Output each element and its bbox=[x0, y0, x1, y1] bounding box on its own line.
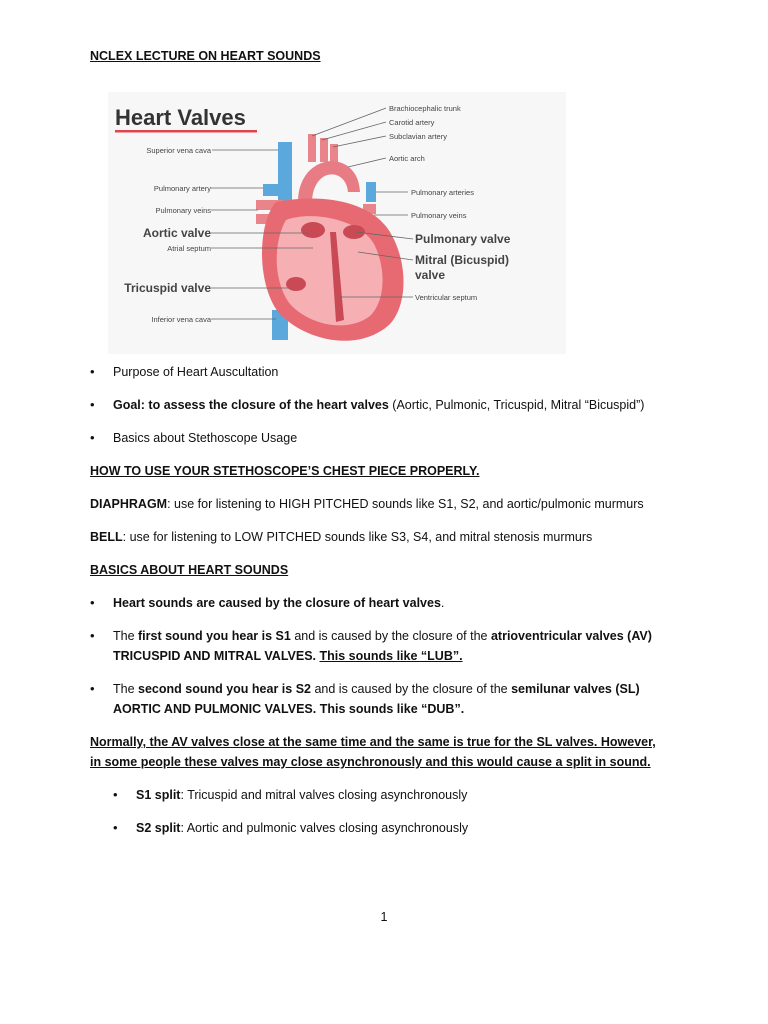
bell-text: : use for listening to LOW PITCHED sounds like S3, S4, and mitral stenosis murmurs bbox=[122, 530, 593, 544]
aortic-valve-shape bbox=[301, 222, 325, 238]
bell-label: BELL bbox=[90, 530, 123, 544]
bullet-purpose: Purpose of Heart Auscultation bbox=[113, 365, 279, 379]
label-ventricular-septum: Ventricular septum bbox=[415, 293, 478, 302]
goal-bold-text: Goal: to assess the closure of the heart valves bbox=[113, 398, 389, 412]
s1-text-d: atrioventricular valves (AV) TRICUSPID AND MITRAL VALVES. bbox=[113, 629, 652, 663]
bullet-glyph: • bbox=[113, 787, 118, 802]
mitral-valve-shape bbox=[343, 225, 365, 239]
heart-valves-figure bbox=[108, 92, 566, 354]
label-atrial-septum: Atrial septum bbox=[167, 244, 211, 253]
arch-branches-shape bbox=[308, 134, 338, 164]
label-aortic-valve: Aortic valve bbox=[142, 226, 211, 240]
figure-heading-underline bbox=[115, 130, 257, 133]
s2-text-d: semilunar valves (SL) AORTIC AND PULMONIC VALVES. This sounds like “DUB”. bbox=[113, 682, 640, 716]
diaphragm-text: : use for listening to HIGH PITCHED sounds like S1, S2, and aortic/pulmonic murmurs bbox=[167, 497, 644, 511]
pulmonary-artery-left-shape bbox=[263, 184, 288, 196]
label-tricuspid-valve: Tricuspid valve bbox=[124, 281, 211, 295]
label-pulmonary-valve: Pulmonary valve bbox=[415, 232, 511, 246]
bullet-stethoscope-basics: Basics about Stethoscope Usage bbox=[113, 431, 298, 445]
diaphragm-line bbox=[90, 494, 644, 514]
pulmonary-artery-right-shape bbox=[366, 182, 376, 202]
bullet-glyph: • bbox=[90, 430, 95, 445]
page-title: NCLEX LECTURE ON HEART SOUNDS bbox=[90, 49, 321, 63]
label-superior-vena-cava: Superior vena cava bbox=[146, 146, 211, 155]
diaphragm-label: DIAPHRAGM bbox=[90, 497, 168, 511]
label-brachiocephalic-trunk: Brachiocephalic trunk bbox=[389, 104, 461, 113]
bullet-goal bbox=[113, 395, 673, 415]
bullet-s2-split bbox=[136, 818, 696, 838]
tricuspid-valve-shape bbox=[286, 277, 306, 291]
bullet-glyph: • bbox=[113, 820, 118, 835]
label-mitral-valve-line1: Mitral (Bicuspid) bbox=[415, 253, 510, 267]
cause-bold-text: Heart sounds are caused by the closure of heart valves bbox=[113, 596, 441, 610]
s2-text-b: second sound you hear is S2 bbox=[138, 682, 311, 696]
cause-end-text: . bbox=[440, 596, 445, 610]
label-pulmonary-veins-right: Pulmonary veins bbox=[411, 211, 467, 220]
bullet-s1-split bbox=[136, 785, 696, 805]
s1-text-c: and is caused by the closure of the bbox=[290, 629, 491, 643]
s2-split-label: S2 split bbox=[136, 821, 181, 835]
label-mitral-valve-line2: valve bbox=[415, 268, 446, 282]
figure-heading: Heart Valves bbox=[115, 105, 246, 130]
bell-line bbox=[90, 527, 592, 547]
s2-text-a: The bbox=[113, 682, 139, 696]
bullet-glyph: • bbox=[90, 397, 95, 412]
s1-split-label: S1 split bbox=[136, 788, 181, 802]
goal-rest-text: (Aortic, Pulmonic, Tricuspid, Mitral “Bicuspid”) bbox=[388, 398, 645, 412]
s1-split-text: : Tricuspid and mitral valves closing asynchronously bbox=[180, 788, 468, 802]
label-inferior-vena-cava: Inferior vena cava bbox=[151, 315, 211, 324]
label-subclavian-artery: Subclavian artery bbox=[389, 132, 447, 141]
s2-text-c: and is caused by the closure of the bbox=[310, 682, 512, 696]
label-aortic-arch: Aortic arch bbox=[389, 154, 425, 163]
bullet-glyph: • bbox=[90, 364, 95, 379]
heart-diagram bbox=[108, 92, 566, 354]
bullet-glyph: • bbox=[90, 595, 95, 610]
bullet-glyph: • bbox=[90, 628, 95, 643]
label-pulmonary-veins-left: Pulmonary veins bbox=[155, 206, 211, 215]
bullet-s2 bbox=[113, 679, 673, 719]
s1-text-b: first sound you hear is S1 bbox=[138, 629, 291, 643]
bullet-glyph: • bbox=[90, 681, 95, 696]
bullet-s1 bbox=[113, 626, 673, 666]
label-pulmonary-arteries: Pulmonary arteries bbox=[411, 188, 474, 197]
label-carotid-artery: Carotid artery bbox=[389, 118, 435, 127]
page-number: 1 bbox=[380, 910, 388, 924]
split-note: Normally, the AV valves close at the same time and the same is true for the SL valves. However, in some people these valves may close asynchronously and this would cause a split in sound. bbox=[90, 735, 656, 769]
label-pulmonary-artery: Pulmonary artery bbox=[153, 184, 211, 193]
s1-text-e: This sounds like “LUB”. bbox=[319, 649, 463, 663]
bullet-heart-sounds-cause bbox=[113, 593, 673, 613]
s2-split-text: : Aortic and pulmonic valves closing asynchronously bbox=[180, 821, 469, 835]
aortic-arch-shape bbox=[298, 161, 360, 202]
chest-piece-heading: HOW TO USE YOUR STETHOSCOPE’S CHEST PIECE PROPERLY. bbox=[90, 464, 480, 478]
s1-text-a: The bbox=[113, 629, 139, 643]
heart-sounds-heading: BASICS ABOUT HEART SOUNDS bbox=[90, 563, 289, 577]
